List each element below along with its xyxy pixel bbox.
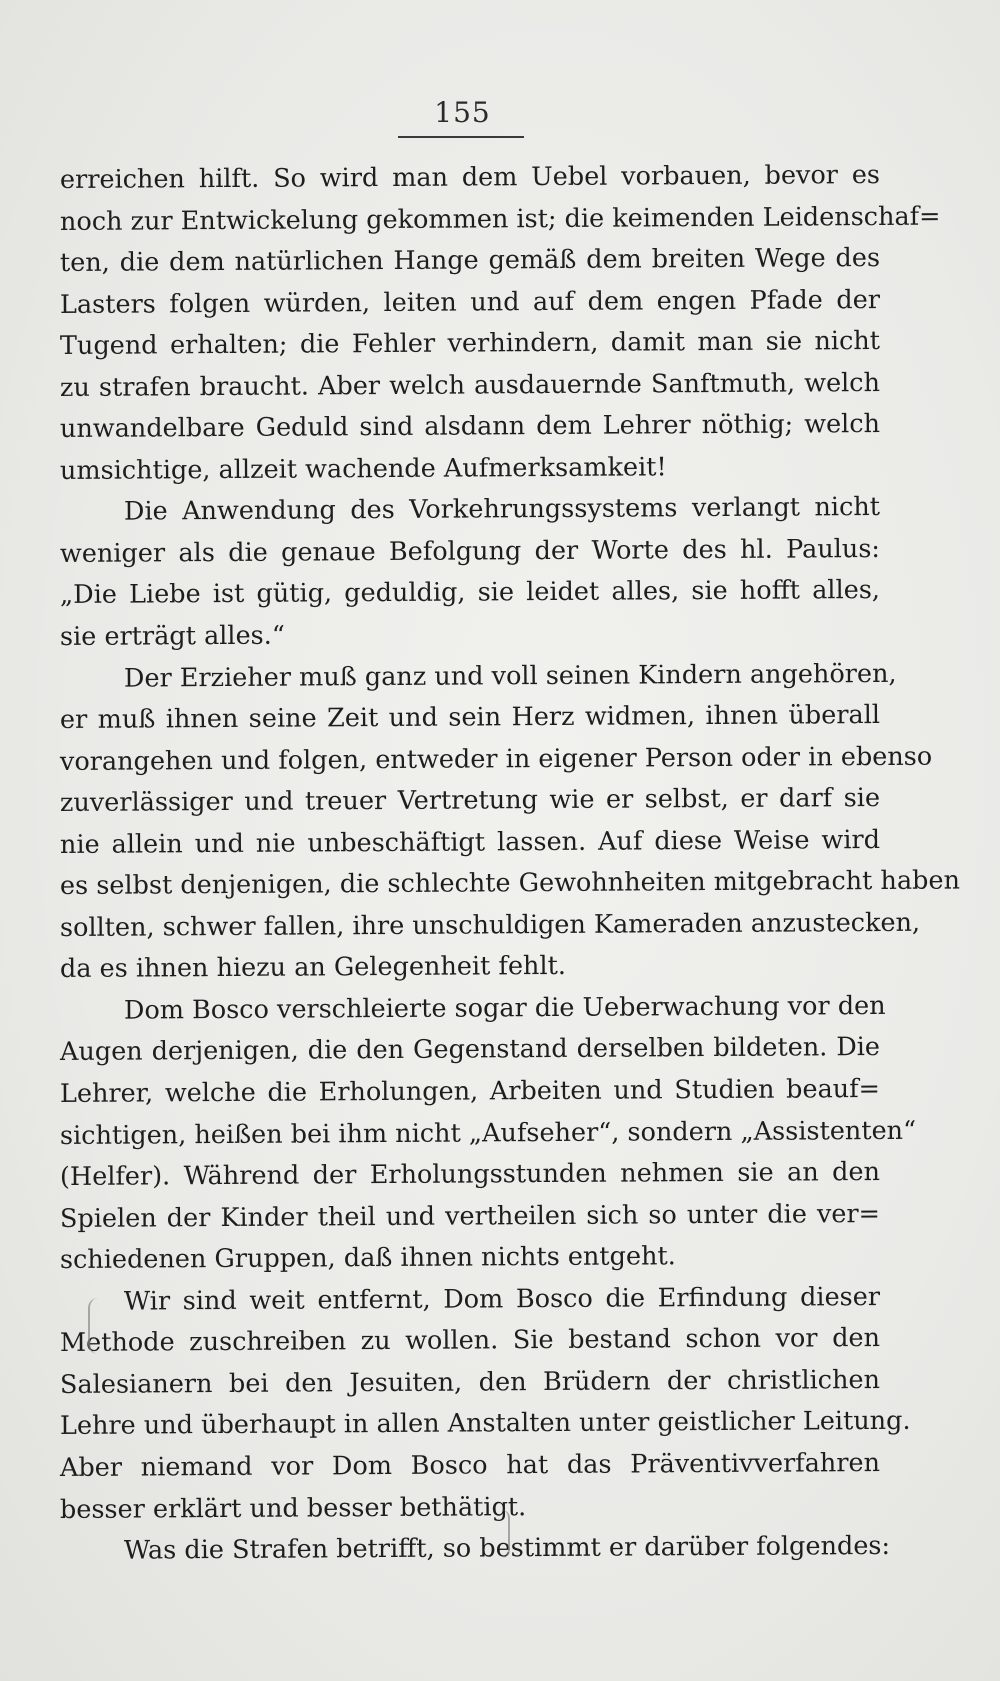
text-line: noch zur Entwickelung gekommen ist; die keimenden Leidenschaf= [59,201,941,237]
paragraph-5 [59,1281,911,1531]
text-line: Tugend erhalten; die Fehler verhindern, damit man sie nicht [59,326,881,362]
text-line: Dom Bosco verschleierte sogar die Ueberwachung vor den [123,990,886,1026]
text-line: zu strafen braucht. Aber welch ausdauernde Sanftmuth, welch [59,367,881,403]
text-line: umsichtige, allzeit wachende Aufmerksamkeit! [59,452,667,486]
pencil-bracket-close-mark [502,1510,510,1558]
text-line: (Helfer). Während der Erholungsstunden nehmen sie an den [59,1157,881,1193]
text-line: Die Anwendung des Vorkehrungssystems verlangt nicht [123,492,881,527]
text-line: sollten, schwer fallen, ihre unschuldigen Kameraden anzustecken, [59,907,921,943]
text-line: zuverlässiger und treuer Vertretung wie er selbst, er darf sie [59,783,881,819]
paragraph-3 [59,658,961,991]
text-line: es selbst denjenigen, die schlechte Gewohnheiten mitgebracht haben [59,865,961,902]
text-line: vorangehen und folgen, entweder in eigener Person oder in ebenso [59,741,933,777]
text-line: erreichen hilft. So wird man dem Uebel vorbauen, bevor es [59,159,881,195]
text-line: Lehre und überhaupt in allen Anstalten unter geistlicher Leitung. [59,1406,911,1442]
text-line: schiedenen Gruppen, daß ihnen nichts entgeht. [59,1241,676,1276]
header-rule [398,136,524,138]
text-line: unwandelbare Geduld sind alsdann dem Lehrer nöthig; welch [59,409,881,445]
text-line: sie erträgt alles.“ [59,620,285,653]
text-line: da es ihnen hiezu an Gelegenheit fehlt. [59,951,567,985]
text-line: Wir sind weit entfernt, Dom Bosco die Erfindung dieser [123,1281,881,1317]
text-line: nie allein und nie unbeschäftigt lassen. Auf diese Weise wird [59,824,881,860]
body-text [59,159,961,1573]
text-line: ten, die dem natürlichen Hange gemäß dem breiten Wege des [59,243,881,279]
text-line: sichtigen, heißen bei ihm nicht „Aufseher“, sondern „Assistenten“ [59,1115,917,1151]
page-number: 155 [434,96,491,129]
text-line: er muß ihnen seine Zeit und sein Herz widmen, ihnen überall [59,700,881,736]
paragraph-1 [59,159,941,492]
text-line: Lasters folgen würden, leiten und auf dem engen Pfade der [59,284,881,320]
pencil-bracket-open-mark [88,1298,98,1354]
text-line: Der Erzieher muß ganz und voll seinen Kindern angehören, [123,658,897,694]
text-line: Aber niemand vor Dom Bosco hat das Präventivverfahren [59,1447,881,1483]
text-line: Salesianern bei den Jesuiten, den Brüdern der christlichen [59,1364,881,1400]
text-line: Was die Strafen betrifft, so bestimmt er darüber folgendes: [123,1530,891,1566]
text-line: besser erklärt und besser bethätigt. [59,1491,527,1525]
text-line: Augen derjenigen, die den Gegenstand derselben bildeten. Die [59,1032,881,1068]
text-line: Methode zuschreiben zu wollen. Sie bestand schon vor den [59,1323,881,1359]
text-line: Spielen der Kinder theil und vertheilen sich so unter die ver= [59,1198,881,1234]
paragraph-4 [59,990,917,1282]
text-line: weniger als die genaue Befolgung der Worte des hl. Paulus: [59,533,881,569]
paragraph-2 [60,492,880,658]
text-line: „Die Liebe ist gütig, geduldig, sie leidet alles, sie hofft alles, [59,575,881,611]
text-line: Lehrer, welche die Erholungen, Arbeiten und Studien beauf= [59,1074,881,1110]
paragraph-6 [60,1530,891,1573]
